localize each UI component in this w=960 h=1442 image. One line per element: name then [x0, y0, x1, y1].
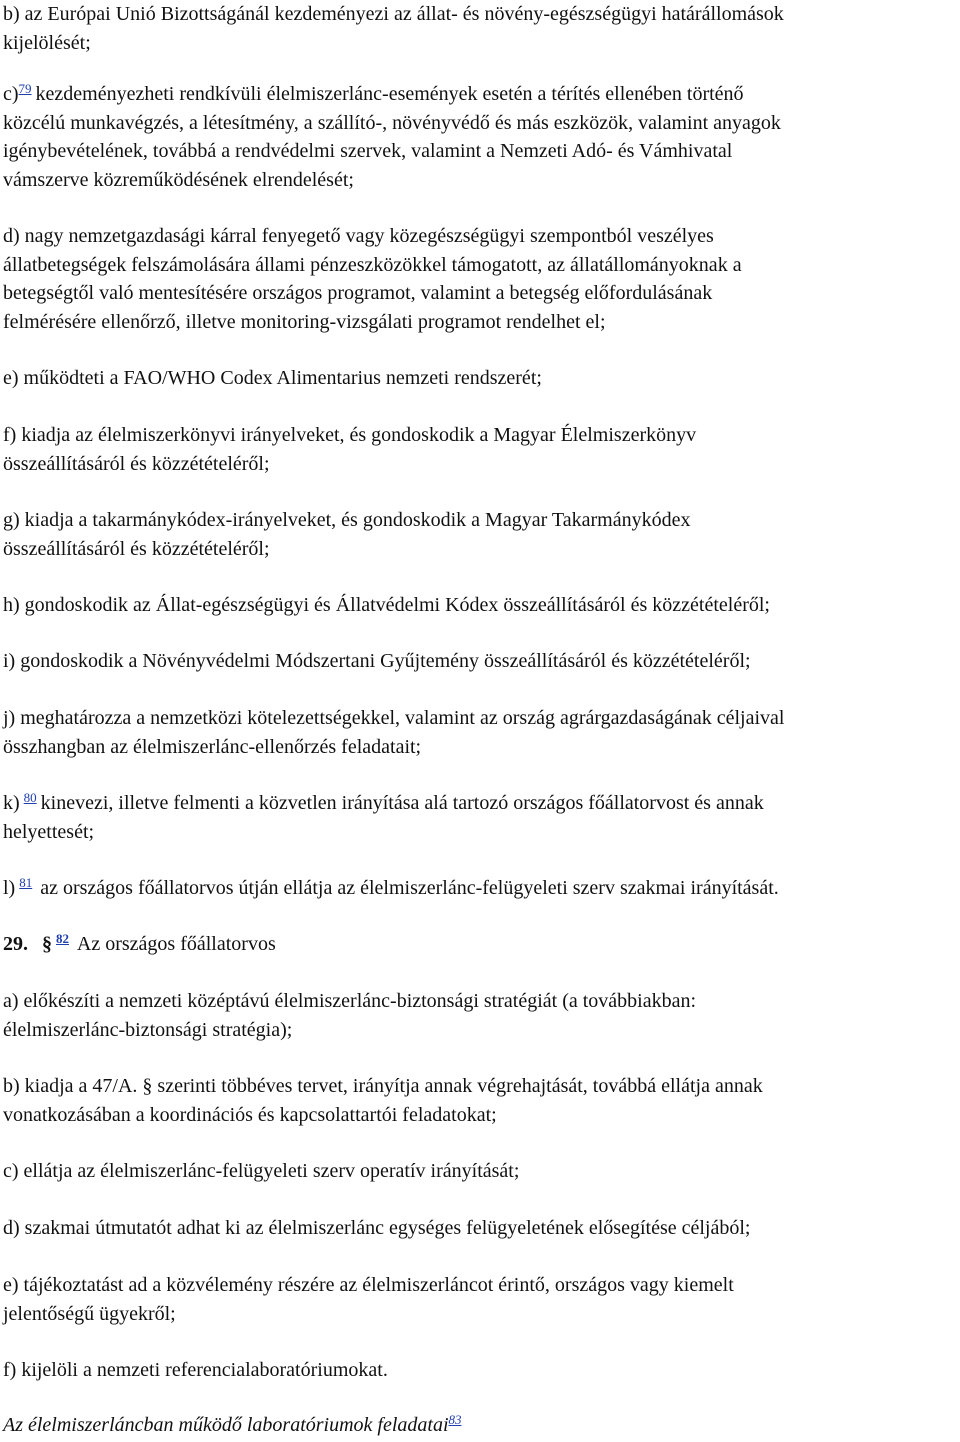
paragraph-line: d) nagy nemzetgazdasági kárral fenyegető vagy közegészségügyi szempontból veszélyes — [3, 225, 714, 247]
paragraph-line: g) kiadja a takarmánykódex-irányelveket, és gondoskodik a Magyar Takarmánykódex — [3, 509, 691, 531]
paragraph-k — [3, 789, 959, 846]
paragraph-line: b) az Európai Unió Bizottságánál kezdeményezi az állat- és növény-egészségügyi határállomások — [3, 3, 784, 25]
section-item-a — [3, 987, 959, 1044]
paragraph-line: az országos főállatorvos útján ellátja az élelmiszerlánc-felügyeleti szerv szakmai irányítását. — [40, 877, 779, 899]
paragraph-line: e) tájékoztatást ad a közvélemény részére az élelmiszerláncot érintő, országos vagy kiemelt — [3, 1274, 734, 1296]
paragraph-i — [3, 647, 959, 676]
section-item-c — [3, 1157, 959, 1186]
paragraph-line: összhangban az élelmiszerlánc-ellenőrzés feladatait; — [3, 735, 422, 758]
paragraph-line: élelmiszerlánc-biztonsági stratégia); — [3, 1018, 293, 1041]
paragraph-line: kinevezi, illetve felmenti a közvetlen irányítása alá tartozó országos főállatorvost és annak — [40, 792, 764, 814]
paragraph-line: j) meghatározza a nemzetközi kötelezettségekkel, valamint az ország agrárgazdaságának céljaival — [3, 707, 785, 729]
section-item-d — [3, 1214, 959, 1243]
paragraph-line: vámszerve közreműködésének elrendelését; — [3, 168, 354, 191]
paragraph-l — [3, 874, 959, 903]
subheading-text: Az élelmiszerláncban működő laboratóriumok feladatai — [3, 1414, 449, 1436]
paragraph-line: d) szakmai útmutatót adhat ki az élelmiszerlánc egységes felügyeletének elősegítése céljából; — [3, 1217, 751, 1239]
paragraph-prefix: c) — [3, 83, 19, 105]
section-item-b — [3, 1072, 959, 1129]
footnote-link-80[interactable]: 80 — [23, 790, 37, 805]
section-title: Az országos főállatorvos — [76, 933, 276, 955]
paragraph-line: kezdeményezheti rendkívüli élelmiszerlánc-események esetén a térítés ellenében történő — [35, 83, 744, 105]
paragraph-line: állatbetegségek felszámolására állami pénzeszközökkel támogatott, az állatállományoknak a — [3, 253, 742, 276]
paragraph-j — [3, 704, 959, 761]
paragraph-h — [3, 591, 959, 620]
paragraph-line: f) kijelöli a nemzeti referencialaboratóriumokat. — [3, 1359, 388, 1381]
paragraph-e — [3, 364, 959, 393]
footnote-link-81[interactable]: 81 — [19, 875, 33, 890]
paragraph-d — [3, 222, 959, 336]
paragraph-line: jelentőségű ügyekről; — [3, 1302, 176, 1325]
paragraph-line: f) kiadja az élelmiszerkönyvi irányelveket, és gondoskodik a Magyar Élelmiszerkönyv — [3, 424, 697, 446]
paragraph-prefix: k) — [3, 792, 20, 814]
subheading — [3, 1411, 959, 1440]
paragraph-line: közcélú munkavégzés, a létesítmény, a szállító-, növényvédő és más eszközök, valamint anyagok — [3, 111, 781, 134]
footnote-link-83[interactable]: 83 — [448, 1412, 462, 1427]
paragraph-line: kijelölését; — [3, 31, 91, 54]
paragraph-line: összeállításáról és közzétételéről; — [3, 537, 270, 560]
paragraph-line: összeállításáról és közzétételéről; — [3, 452, 270, 475]
footnote-link-79[interactable]: 79 — [18, 81, 32, 96]
section-item-e — [3, 1271, 959, 1328]
paragraph-line: vonatkozásában a koordinációs és kapcsolattartói feladatokat; — [3, 1103, 497, 1126]
paragraph-line: i) gondoskodik a Növényvédelmi Módszertani Gyűjtemény összeállításáról és közzétételéről; — [3, 650, 751, 672]
section-item-f — [3, 1356, 959, 1385]
paragraph-line: betegségtől való mentesítésére országos programot, valamint a betegség előfordulásának — [3, 282, 713, 304]
paragraph-f — [3, 421, 959, 478]
paragraph-line: igénybevételének, továbbá a rendvédelmi szervek, valamint a Nemzeti Adó- és Vámhivatal — [3, 140, 733, 162]
paragraph-line: a) előkészíti a nemzeti középtávú élelmiszerlánc-biztonsági stratégiát (a továbbiakban: — [3, 990, 697, 1012]
paragraph-line: felmérésére ellenőrző, illetve monitoring-vizsgálati programot rendelhet el; — [3, 310, 606, 333]
section-heading — [3, 930, 959, 959]
paragraph-line: helyettesét; — [3, 820, 95, 843]
paragraph-prefix: l) — [3, 877, 16, 899]
paragraph-line: e) működteti a FAO/WHO Codex Alimentarius nemzeti rendszerét; — [3, 367, 542, 389]
paragraph-g — [3, 506, 959, 563]
section-sign: § — [42, 933, 52, 955]
paragraph-c — [3, 80, 959, 194]
paragraph-b — [3, 0, 959, 57]
paragraph-line: h) gondoskodik az Állat-egészségügyi és Állatvédelmi Kódex összeállításáról és közzétételéről; — [3, 594, 770, 616]
footnote-link-82[interactable]: 82 — [56, 931, 69, 946]
section-number: 29. — [3, 933, 28, 955]
paragraph-line: c) ellátja az élelmiszerlánc-felügyeleti szerv operatív irányítását; — [3, 1160, 520, 1182]
paragraph-line: b) kiadja a 47/A. § szerinti többéves tervet, irányítja annak végrehajtását, továbbá ellátja annak — [3, 1075, 763, 1097]
